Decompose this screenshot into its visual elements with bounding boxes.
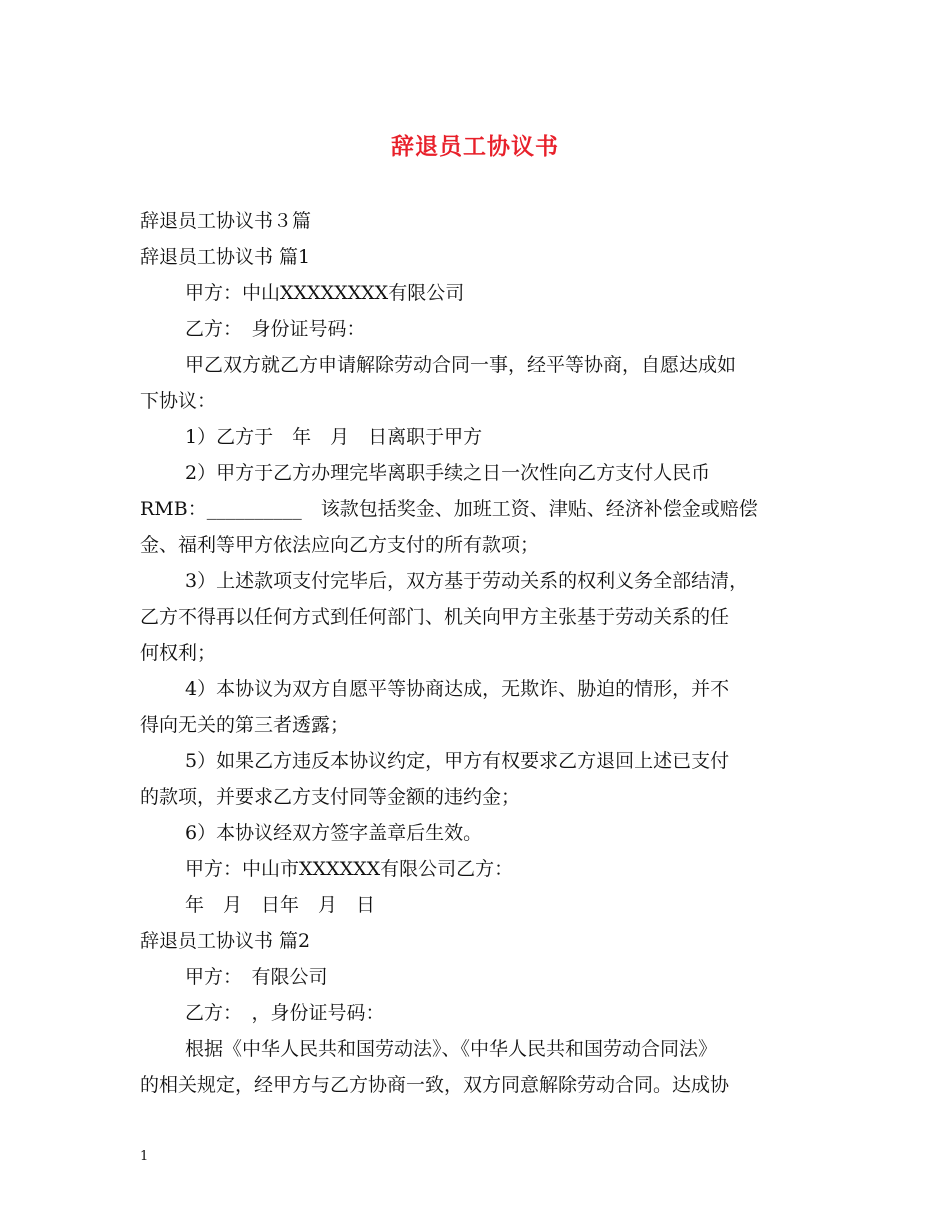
document-line: 2）甲方于乙方办理完毕离职手续之日一次性向乙方支付人民币 xyxy=(185,462,711,484)
document-line: 得向无关的第三者透露； xyxy=(140,714,350,736)
document-line: 6）本协议经双方签字盖章后生效。 xyxy=(185,822,483,844)
document-line: 甲方： 有限公司 xyxy=(185,966,328,988)
document-line: 何权利； xyxy=(140,642,217,664)
document-line: 3）上述款项支付完毕后，双方基于劳动关系的权利义务全部结清， xyxy=(185,570,749,592)
document-line: 辞退员工协议书３篇 xyxy=(140,210,312,232)
document-line: 4）本协议为双方自愿平等协商达成，无欺诈、胁迫的情形，并不 xyxy=(185,678,730,700)
document-line: 5）如果乙方违反本协议约定，甲方有权要求乙方退回上述已支付 xyxy=(185,750,730,772)
document-line: 甲方：中山市XXXXXX有限公司乙方： xyxy=(185,858,514,880)
document-line: 辞退员工协议书 篇2 xyxy=(140,930,311,952)
document-line: 辞退员工协议书 篇1 xyxy=(140,246,311,268)
document-title: 辞退员工协议书 xyxy=(391,133,559,160)
page-number: 1 xyxy=(140,1149,149,1164)
document-line: 的款项，并要求乙方支付同等金额的违约金； xyxy=(140,786,521,808)
document-line: 金、福利等甲方依法应向乙方支付的所有款项； xyxy=(140,534,540,556)
document-line: 根据《中华人民共和国劳动法》、《中华人民共和国劳动合同法》 xyxy=(185,1038,718,1060)
document-line: 乙方： ，身份证号码： xyxy=(185,1002,385,1024)
document-line: 乙方： 身份证号码： xyxy=(185,318,366,340)
document-line: 年 月 日年 月 日 xyxy=(185,894,376,916)
document-line: 下协议： xyxy=(140,390,217,412)
document-line: 的相关规定，经甲方与乙方协商一致，双方同意解除劳动合同。达成协 xyxy=(140,1074,730,1096)
document-line: 乙方不得再以任何方式到任何部门、机关向甲方主张基于劳动关系的任 xyxy=(140,606,730,628)
document-line: 1）乙方于 年 月 日离职于甲方 xyxy=(185,426,483,448)
document-line: 甲方：中山XXXXXXXX有限公司 xyxy=(185,282,465,304)
document-line: RMB：__________ 该款包括奖金、加班工资、津贴、经济补偿金或赔偿 xyxy=(140,498,758,520)
document-line: 甲乙双方就乙方申请解除劳动合同一事，经平等协商，自愿达成如 xyxy=(185,354,737,376)
document-body xyxy=(140,203,815,1103)
